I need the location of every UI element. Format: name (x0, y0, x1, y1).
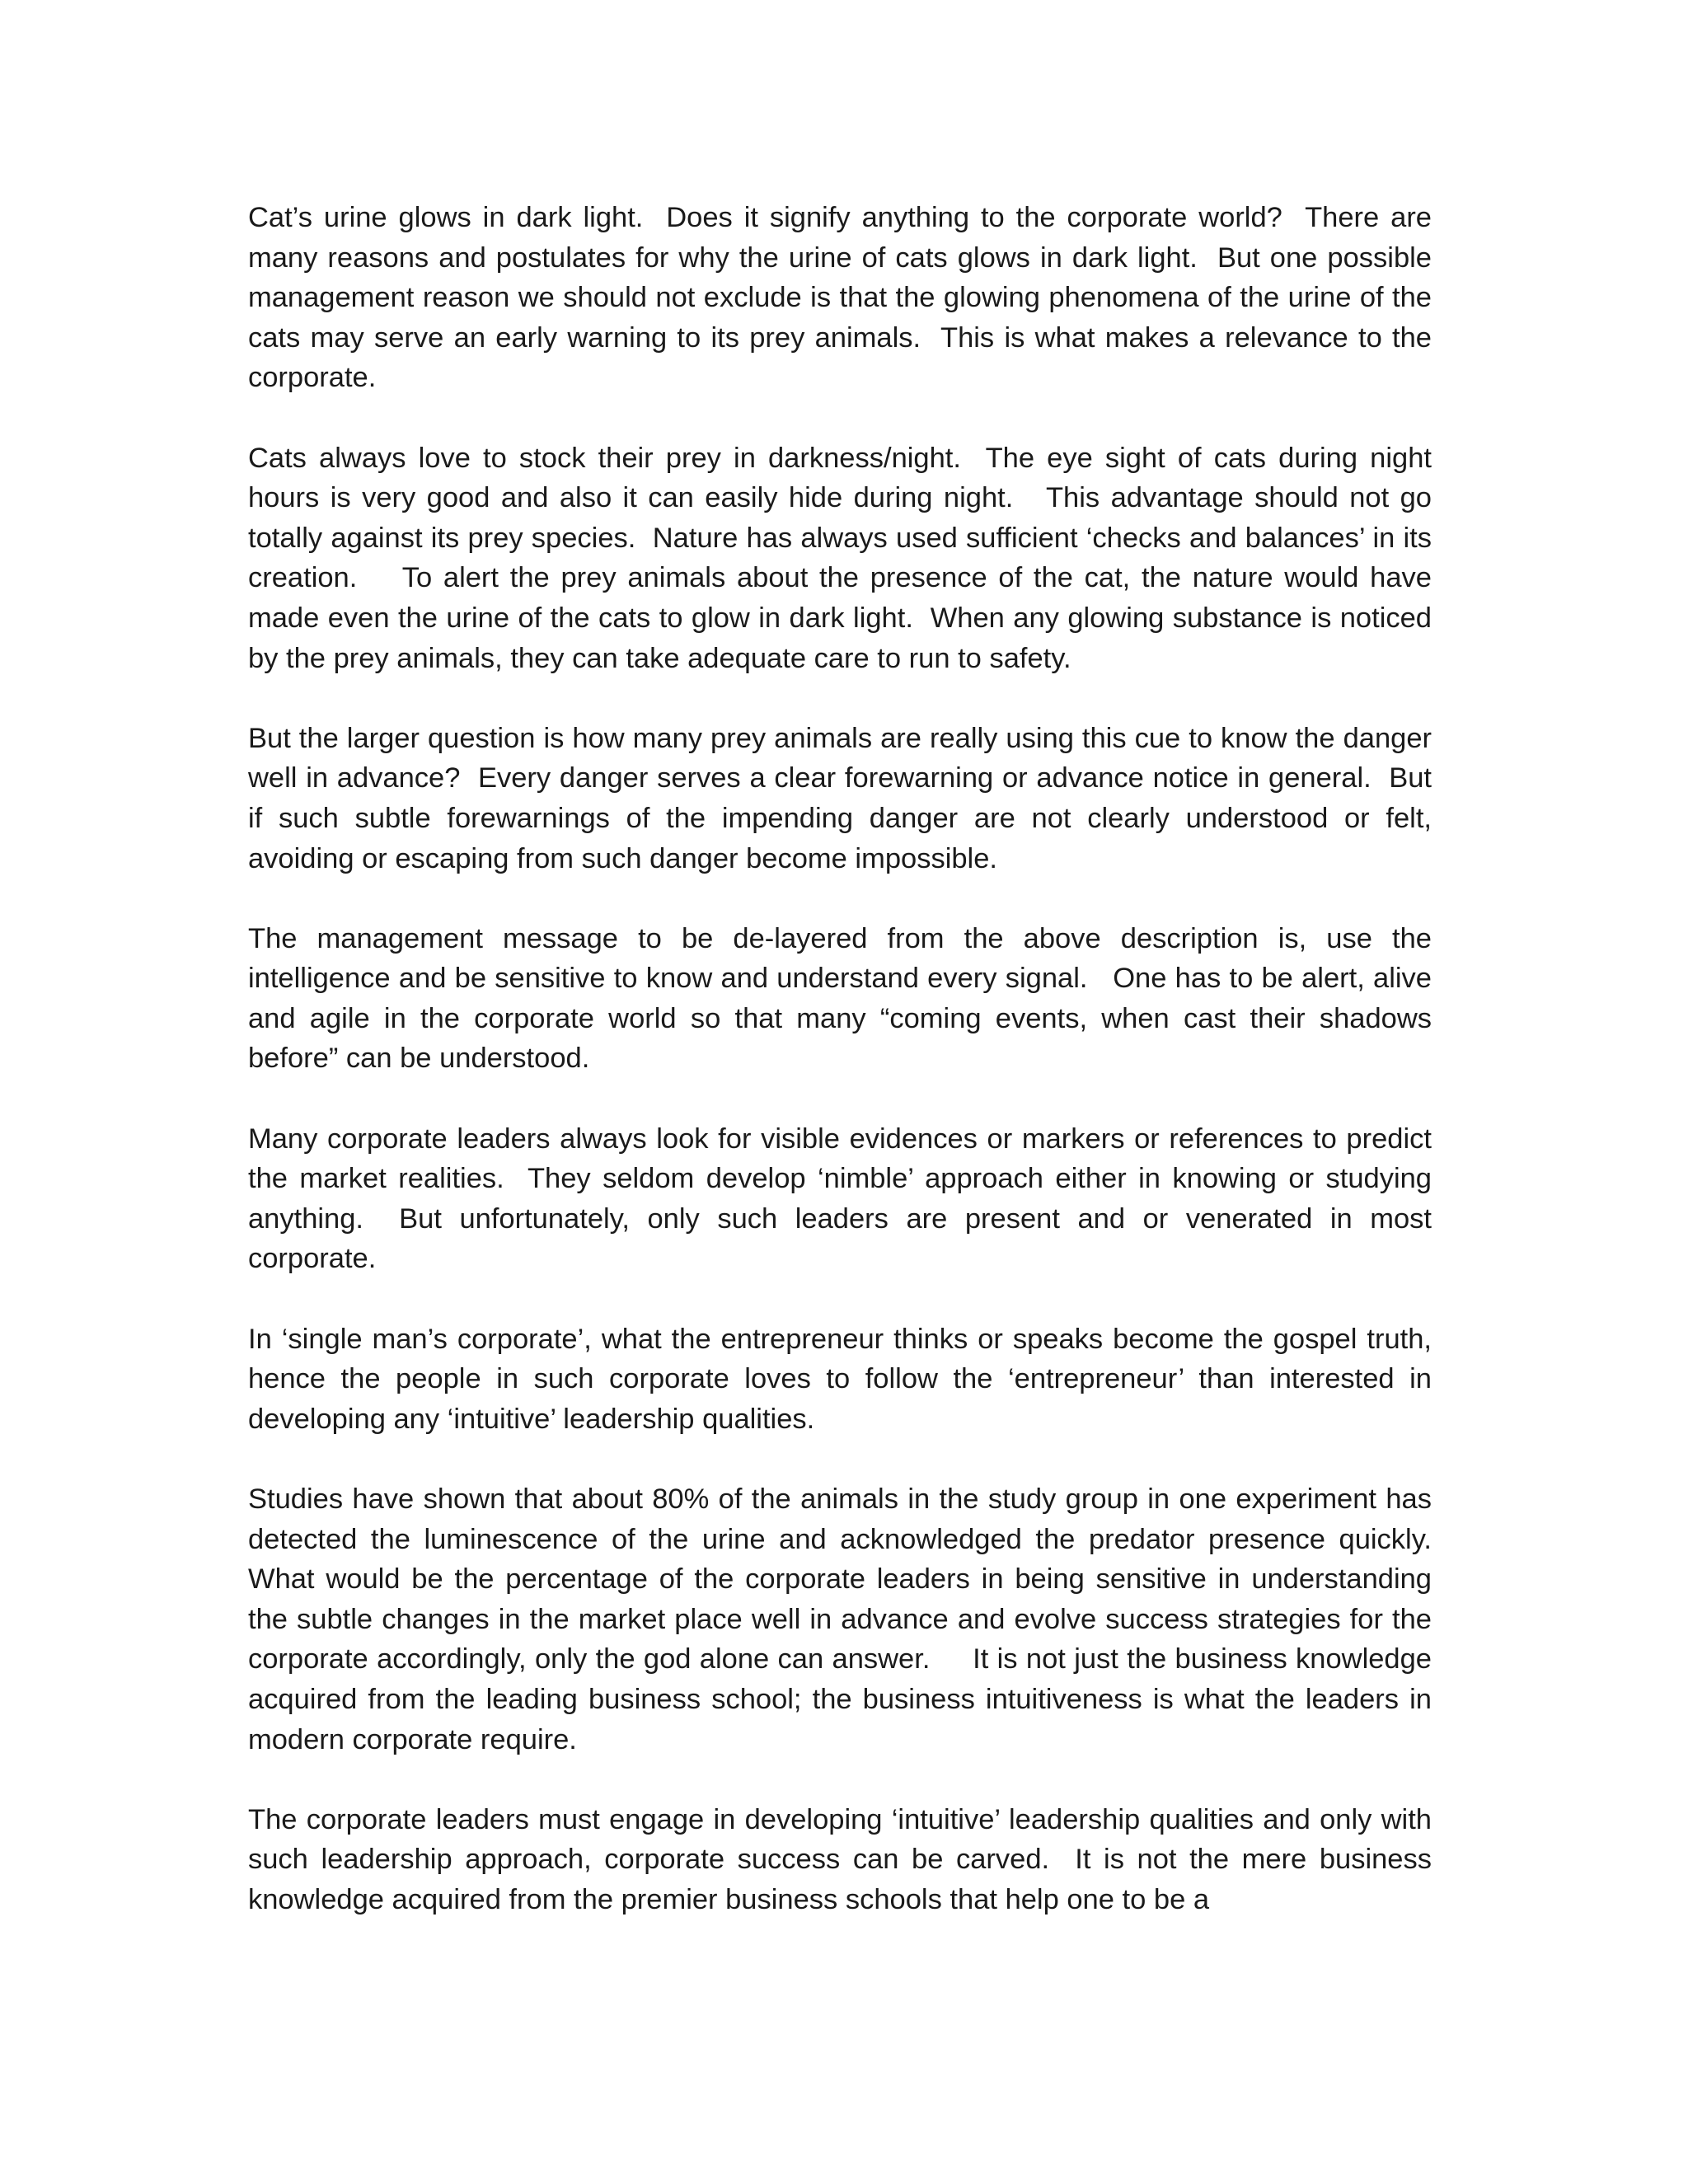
paragraph-1: Cat’s urine glows in dark light. Does it signify anything to the corporate world? There are many reasons and postulates for why the urine of cats glows in dark light. But one possible management reason we should not exclude is that the glowing phenomena of the urine of the cats may serve an early warning to its prey animals. This is what makes a relevance to the corporate. (248, 202, 1440, 394)
paragraph-5: Many corporate leaders always look for visible evidences or markers or references to predict the market realities. They seldom develop ‘nimble’ approach either in knowing or studying anything. But unfortunately, only such leaders are present and or venerated in most corporate. (248, 1122, 1440, 1275)
paragraph-6: In ‘single man’s corporate’, what the entrepreneur thinks or speaks become the gospel truth, hence the people in such corporate loves to follow the ‘entrepreneur’ than interested in developing any ‘intuitive’ leadership qualities. (248, 1323, 1440, 1435)
paragraph-7: Studies have shown that about 80% of the animals in the study group in one experiment has detected the luminescence of the urine and acknowledged the predator presence quickly. What would be the percentage of the corporate leaders in being sensitive in understanding the subtle changes in the market place well in advance and evolve success strategies for the corporate accordingly, only the god alone can answer. It is not just the business knowledge acquired from the leading business school; the business intuitiveness is what the leaders in modern corporate require. (248, 1483, 1448, 1755)
body-text (248, 198, 1448, 1920)
paragraph-3: But the larger question is how many prey animals are really using this cue to know the danger well in advance? Every danger serves a clear forewarning or advance notice in general. But if such subtle forewarnings of the impending danger are not clearly understood or felt, avoiding or escaping from such danger become impossible. (248, 722, 1440, 874)
paragraph-8: The corporate leaders must engage in developing ‘intuitive’ leadership qualities and only with such leadership approach, corporate success can be carved. It is not the mere business knowledge acquired from the premier business schools that help one to be a (248, 1803, 1440, 1915)
paragraph-2: Cats always love to stock their prey in darkness/night. The eye sight of cats during night hours is very good and also it can easily hide during night. This advantage should not go totally against its prey species. Nature has always used sufficient ‘checks and balances’ in its creation. To alert the prey animals about the presence of the cat, the nature would have made even the urine of the cats to glow in dark light. When any glowing substance is noticed by the prey animals, they can take adequate care to run to safety. (248, 442, 1440, 674)
paragraph-4: The management message to be de-layered from the above description is, use the intelligence and be sensitive to know and understand every signal. One has to be alert, alive and agile in the corporate world so that many “coming events, when cast their shadows before” can be understood. (248, 922, 1440, 1075)
